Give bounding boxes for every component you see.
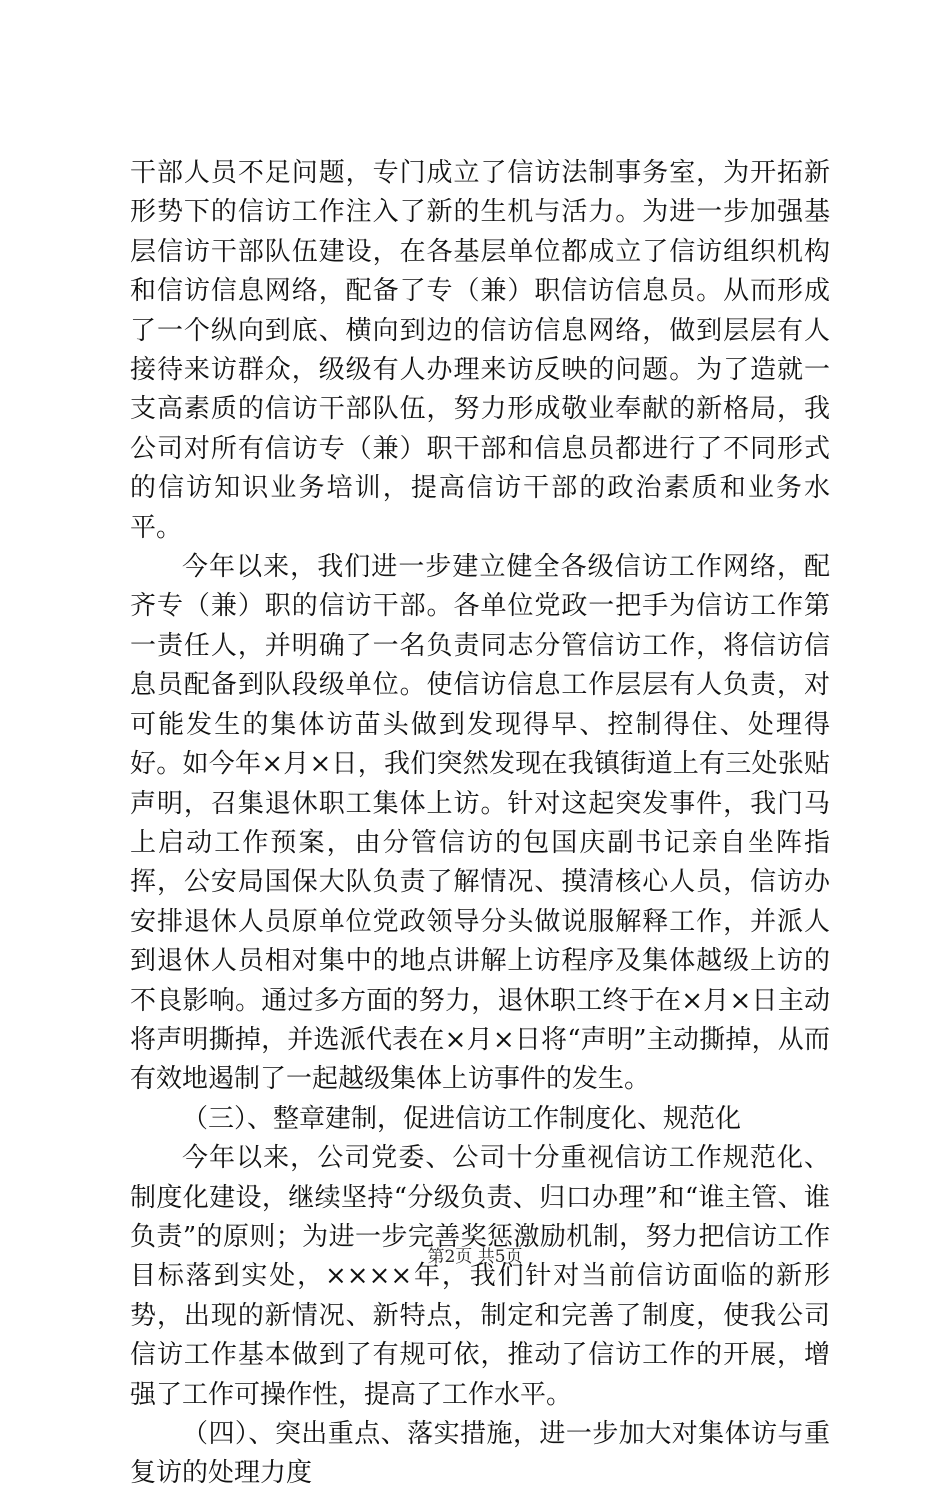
body-paragraph: 今年以来，我们进一步建立健全各级信访工作网络，配齐专（兼）职的信访干部。各单位党政一把手为信访工作第一责任人，并明确了一名负责同志分管信访工作，将信访信息员配备到队段级单位。使信访信息工作层层有人负责，对可能发生的集体访苗头做到发现得早、控制得住、处理得好。如今年×月×日，我们突然发现在我镇街道上有三处张贴声明，召集退休职工集体上访。针对这起突发事件，我门马上启动工作预案，由分管信访的包国庆副书记亲自坐阵指挥，公安局国保大队负责了解情况、摸清核心人员，信访办安排退休人员原单位党政领导分头做说服解释工作，并派人到退休人员相对集中的地点讲解上访程序及集体越级上访的不良影响。通过多方面的努力，退休职工终于在×月×日主动将声明撕掉，并选派代表在×月×日将“声明”主动撕掉，从而有效地遏制了一起越级集体上访事件的发生。 <box>130 552 830 1095</box>
body-paragraph: 今年以来，公司党委、公司十分重视信访工作规范化、制度化建设，继续坚持“分级负责、归口办理”和“谁主管、谁负责”的原则；为进一步完善奖惩激励机制，努力把信访工作目标落到实处，××××年，我们针对当前信访面临的新形势，出现的新情况、新特点，制定和完善了制度，使我公司信访工作基本做到了有规可依，推动了信访工作的开展，增强了工作可操作性，提高了工作水平。 <box>130 1143 830 1410</box>
page-number-footer: 第2页 共5页 <box>427 1247 523 1267</box>
section-heading-3: （三）、整章建制，促进信访工作制度化、规范化 <box>182 1103 742 1134</box>
document-body <box>130 154 830 1494</box>
body-paragraph-continued: 干部人员不足问题，专门成立了信访法制事务室，为开拓新形势下的信访工作注入了新的生机与活力。为进一步加强基层信访干部队伍建设，在各基层单位都成立了信访组织机构和信访信息网络，配备了专（兼）职信访信息员。从而形成了一个纵向到底、横向到边的信访信息网络，做到层层有人接待来访群众，级级有人办理来访反映的问题。为了造就一支高素质的信访干部队伍，努力形成敬业奉献的新格局，我公司对所有信访专（兼）职干部和信息员都进行了不同形式的信访知识业务培训，提高信访干部的政治素质和业务水平。 <box>130 158 830 543</box>
section-heading-4: （四）、突出重点、落实措施，进一步加大对集体访与重复访的处理力度 <box>130 1419 830 1489</box>
